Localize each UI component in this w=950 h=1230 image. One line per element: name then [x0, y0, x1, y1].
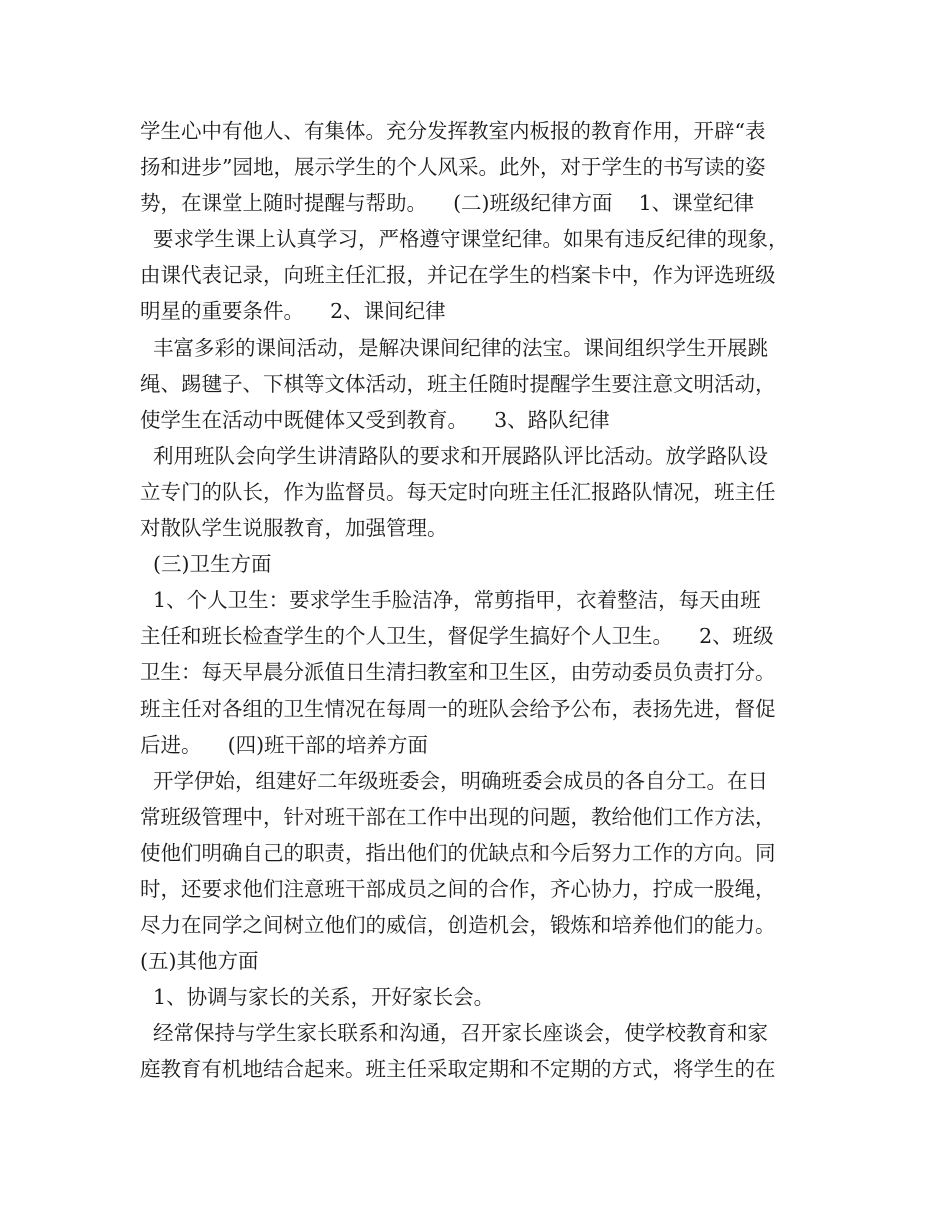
- document-body: [140, 113, 820, 1088]
- text-line: 立专门的队长，作为监督员。每天定时向班主任汇报路队情况，班主任: [140, 479, 776, 504]
- text-line: 使学生在活动中既健体又受到教育。 3、路队纪律: [140, 407, 610, 432]
- text-line: 扬和进步”园地，展示学生的个人风采。此外，对于学生的书写读的姿: [140, 155, 766, 180]
- text-line: 尽力在同学之间树立他们的威信，创造机会，锻炼和培养他们的能力。: [140, 913, 776, 938]
- text-line: 班主任对各组的卫生情况在每周一的班队会给予公布，表扬先进，督促: [140, 696, 776, 721]
- text-line: 由课代表记录，向班主任汇报，并记在学生的档案卡中，作为评选班级: [140, 263, 776, 288]
- text-line: 绳、踢毽子、下棋等文体活动，班主任随时提醒学生要注意文明活动，: [140, 371, 776, 396]
- text-line: 学生心中有他人、有集体。充分发挥教室内板报的教育作用，开辟“表: [140, 119, 766, 143]
- text-line: 常班级管理中，针对班干部在工作中出现的问题，教给他们工作方法，: [140, 804, 776, 829]
- text-line: 庭教育有机地结合起来。班主任采取定期和不定期的方式，将学生的在: [140, 1057, 776, 1082]
- section-heading: (三)卫生方面: [140, 552, 272, 577]
- text-line: 利用班队会向学生讲清路队的要求和开展路队评比活动。放学路队设: [140, 443, 769, 468]
- text-line: 后进。 (四)班干部的培养方面: [140, 732, 429, 757]
- text-line: 要求学生课上认真学习，严格遵守课堂纪律。如果有违反纪律的现象，: [140, 227, 789, 252]
- text-line: 1、个人卫生：要求学生手脸洁净，常剪指甲，衣着整洁，每天由班: [140, 588, 761, 613]
- text-line: 主任和班长检查学生的个人卫生，督促学生搞好个人卫生。 2、班级: [140, 624, 774, 649]
- section-heading: (五)其他方面: [140, 949, 259, 974]
- text-line: 使他们明确自己的职责，指出他们的优缺点和今后努力工作的方向。同: [140, 840, 776, 865]
- text-line: 明星的重要条件。 2、课间纪律: [140, 299, 446, 324]
- text-line: 1、协调与家长的关系，开好家长会。: [140, 985, 495, 1010]
- text-line: 丰富多彩的课间活动，是解决课间纪律的法宝。课间组织学生开展跳: [140, 335, 769, 360]
- text-line: 开学伊始，组建好二年级班委会，明确班委会成员的各自分工。在日: [140, 768, 769, 793]
- text-line: 卫生：每天早晨分派值日生清扫教室和卫生区，由劳动委员负责打分。: [140, 660, 776, 685]
- text-line: 经常保持与学生家长联系和沟通，召开家长座谈会，使学校教育和家: [140, 1021, 769, 1046]
- text-line: 时，还要求他们注意班干部成员之间的合作，齐心协力，拧成一股绳，: [140, 876, 776, 901]
- text-line: 势，在课堂上随时提醒与帮助。 (二)班级纪律方面 1、课堂纪律: [140, 191, 755, 216]
- text-line: 对散队学生说服教育，加强管理。: [140, 516, 448, 541]
